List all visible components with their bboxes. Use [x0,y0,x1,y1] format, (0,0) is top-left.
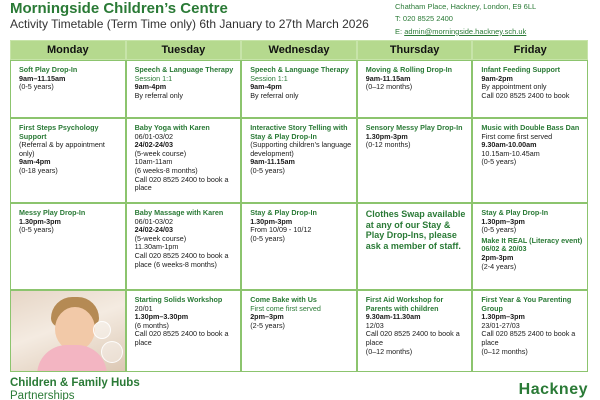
activity-cell [357,60,473,118]
activity-title: Baby Yoga with Karen [134,123,210,132]
activity-title: Come Bake with Us [250,295,317,304]
activity-detail: (6 weeks-8 months) [134,165,198,175]
footer-logo-text [10,377,140,400]
activity-cell [357,118,473,203]
activity-time: 9.30am-11.30am [365,312,421,322]
phone: T: 020 8525 2400 [395,14,453,24]
activity-cell [357,203,473,290]
notice-text: Clothes Swap available at any of our Stay & Play Drop-Ins, please ask a member of staff. [365,209,466,251]
activity-time: 1.30pm-3pm [19,216,61,226]
activity-detail: By referral only [250,90,299,100]
activity-detail: 20/01 [134,303,153,313]
activity-detail: (0–12 months) [365,82,413,92]
activity-title: Starting Solids Workshop [134,295,223,304]
activity-detail: (6 months) [134,320,169,330]
activity-title: Speech & Language Therapy [250,65,349,74]
email-prefix: E: [395,26,403,36]
activity-detail: (0-5 years) [250,165,285,175]
activity-cell [126,118,242,203]
activity-cell [10,60,126,118]
activity-cell [10,118,126,203]
activity-cell [472,60,588,118]
activity-time: 9am-4pm [134,82,167,92]
activity-time: 2pm–3pm [250,312,284,322]
activity-cell [472,203,588,290]
activity-detail: By referral only [134,90,183,100]
day-header-tuesday: Tuesday [126,40,242,60]
contact-block [395,1,536,38]
email-link[interactable]: admin@morningside.hackney.sch.uk [404,26,527,36]
activity-time: 1.30pm-3pm [365,131,408,141]
activity-detail: (0–12 months) [481,346,528,356]
activity-title: Music with Double Bass Dan [481,123,580,132]
activity-subtitle: Session 1:1 [250,73,288,83]
activity-time: 1.30pm–3pm [481,312,525,322]
activity-detail: (Supporting children’s language development) [250,140,352,158]
activity-title: Interactive Story Telling with Stay & Play Drop-In [250,123,348,141]
activity-cell [241,118,357,203]
activity-cell [357,290,473,372]
activity-detail: (0–12 months) [365,346,413,356]
activity-detail: 06/01-03/02 [134,216,173,226]
activity-detail: Call 020 8525 2400 to book [481,90,570,100]
activity-time: 9am-11.15am [365,73,411,83]
activity-detail: 06/01-03/02 [134,131,173,141]
activity-detail: By appointment only [481,82,547,92]
activity-detail: (0-5 years) [19,225,54,235]
activity-detail: Call 020 8525 2400 to book a place [134,329,229,347]
activity-detail: 10.15am-10.45am [481,148,540,158]
activity-cell [126,290,242,372]
activity-time: 24/02-24/03 [134,225,173,235]
activity-detail: First come first served [481,131,553,141]
activity-time: 9am-4pm [250,82,282,92]
footer-line2: Partnerships [10,390,75,400]
activity-detail: 10am-11am [134,157,173,167]
activity-time: 1.30pm–3.30pm [134,312,189,322]
activity-cell [126,60,242,118]
activity-detail: (5-week course) [134,148,187,158]
activity-detail: 11.30am-1pm [134,242,179,252]
activity-time: 9am–11.15am [19,73,66,83]
activity-detail: (5-week course) [134,233,187,243]
activity-cell [472,118,588,203]
activity-title: First Steps Psychology Support [19,123,99,141]
day-header-thursday: Thursday [357,40,473,60]
day-header-wednesday: Wednesday [241,40,357,60]
activity-title: Messy Play Drop-In [19,208,86,217]
activity-detail: Call 020 8525 2400 to book a place [365,329,460,347]
address: Chatham Place, Hackney, London, E9 6LL [395,2,537,11]
activity-detail: Call 020 8525 2400 to book a place [134,174,229,193]
activity-cell [126,203,242,290]
activity-title: Sensory Messy Play Drop-In [365,123,463,132]
activity-detail: (0-12 months) [365,140,411,150]
activity-detail: (Referral & by appointment only) [19,140,105,158]
activity-title: First Year & You Parenting Group [481,295,572,313]
activity-title: Moving & Rolling Drop-In [365,65,453,74]
day-header-monday: Monday [10,40,126,60]
activity-cell [241,60,357,118]
activity-detail: Call 020 8525 2400 to book a place (6 weeks-8 months) [134,250,229,269]
activity-title: Stay & Play Drop-In [250,208,317,217]
hackney-logo: Hackney [518,381,588,398]
activity-detail: (0-5 years) [19,82,54,92]
activity-detail: Call 020 8525 2400 to book a place [481,329,576,347]
activity-title: First Aid Workshop for Parents with children [365,295,444,313]
activity-time: 9am-2pm [481,73,513,83]
activity-subtitle: Session 1:1 [134,73,173,83]
activity-time: 9am-4pm [19,157,51,167]
email-line [395,26,536,38]
activity-title: Make It REAL (Literacy event) 06/02 & 20/03 [481,235,583,254]
activity-time: 9am-11.15am [250,157,295,167]
activity-time: 24/02-24/03 [134,140,173,150]
activity-subtitle: First come first served [250,303,321,313]
footer-line1: Children & Family Hubs [10,377,140,389]
page-title: Morningside Children’s Centre [10,0,228,17]
activity-title: Baby Massage with Karen [134,208,224,217]
activity-detail: From 10/09 - 10/12 [250,225,312,235]
page-subtitle: Activity Timetable (Term Time only) 6th January to 27th March 2026 [10,17,369,31]
activity-time: 1.30pm-3pm [250,216,293,226]
activity-cell [472,290,588,372]
activity-time: 9.30am-10.00am [481,140,537,150]
activity-detail: (2-5 years) [250,320,285,330]
activity-detail: 23/01-27/03 [481,320,520,330]
activity-title: Speech & Language Therapy [134,65,234,74]
activity-title: Stay & Play Drop-In [481,208,549,217]
activity-detail: (0-18 years) [19,165,58,175]
activity-time: 1.30pm–3pm [481,216,525,226]
child-with-bubbles-photo [10,290,126,372]
activity-time: 2pm-3pm [481,252,514,262]
day-header-friday: Friday [472,40,588,60]
activity-title: Soft Play Drop-In [19,65,78,74]
activity-detail: (0-5 years) [481,225,517,235]
activity-cell [241,203,357,290]
activity-title: Infant Feeding Support [481,65,561,74]
activity-detail: (0-5 years) [250,233,285,243]
timetable-grid [10,40,588,372]
activity-detail: (0-5 years) [481,157,517,167]
activity-detail: 12/03 [365,320,384,330]
activity-cell [10,203,126,290]
activity-detail: (2-4 years) [481,261,517,271]
activity-cell [241,290,357,372]
